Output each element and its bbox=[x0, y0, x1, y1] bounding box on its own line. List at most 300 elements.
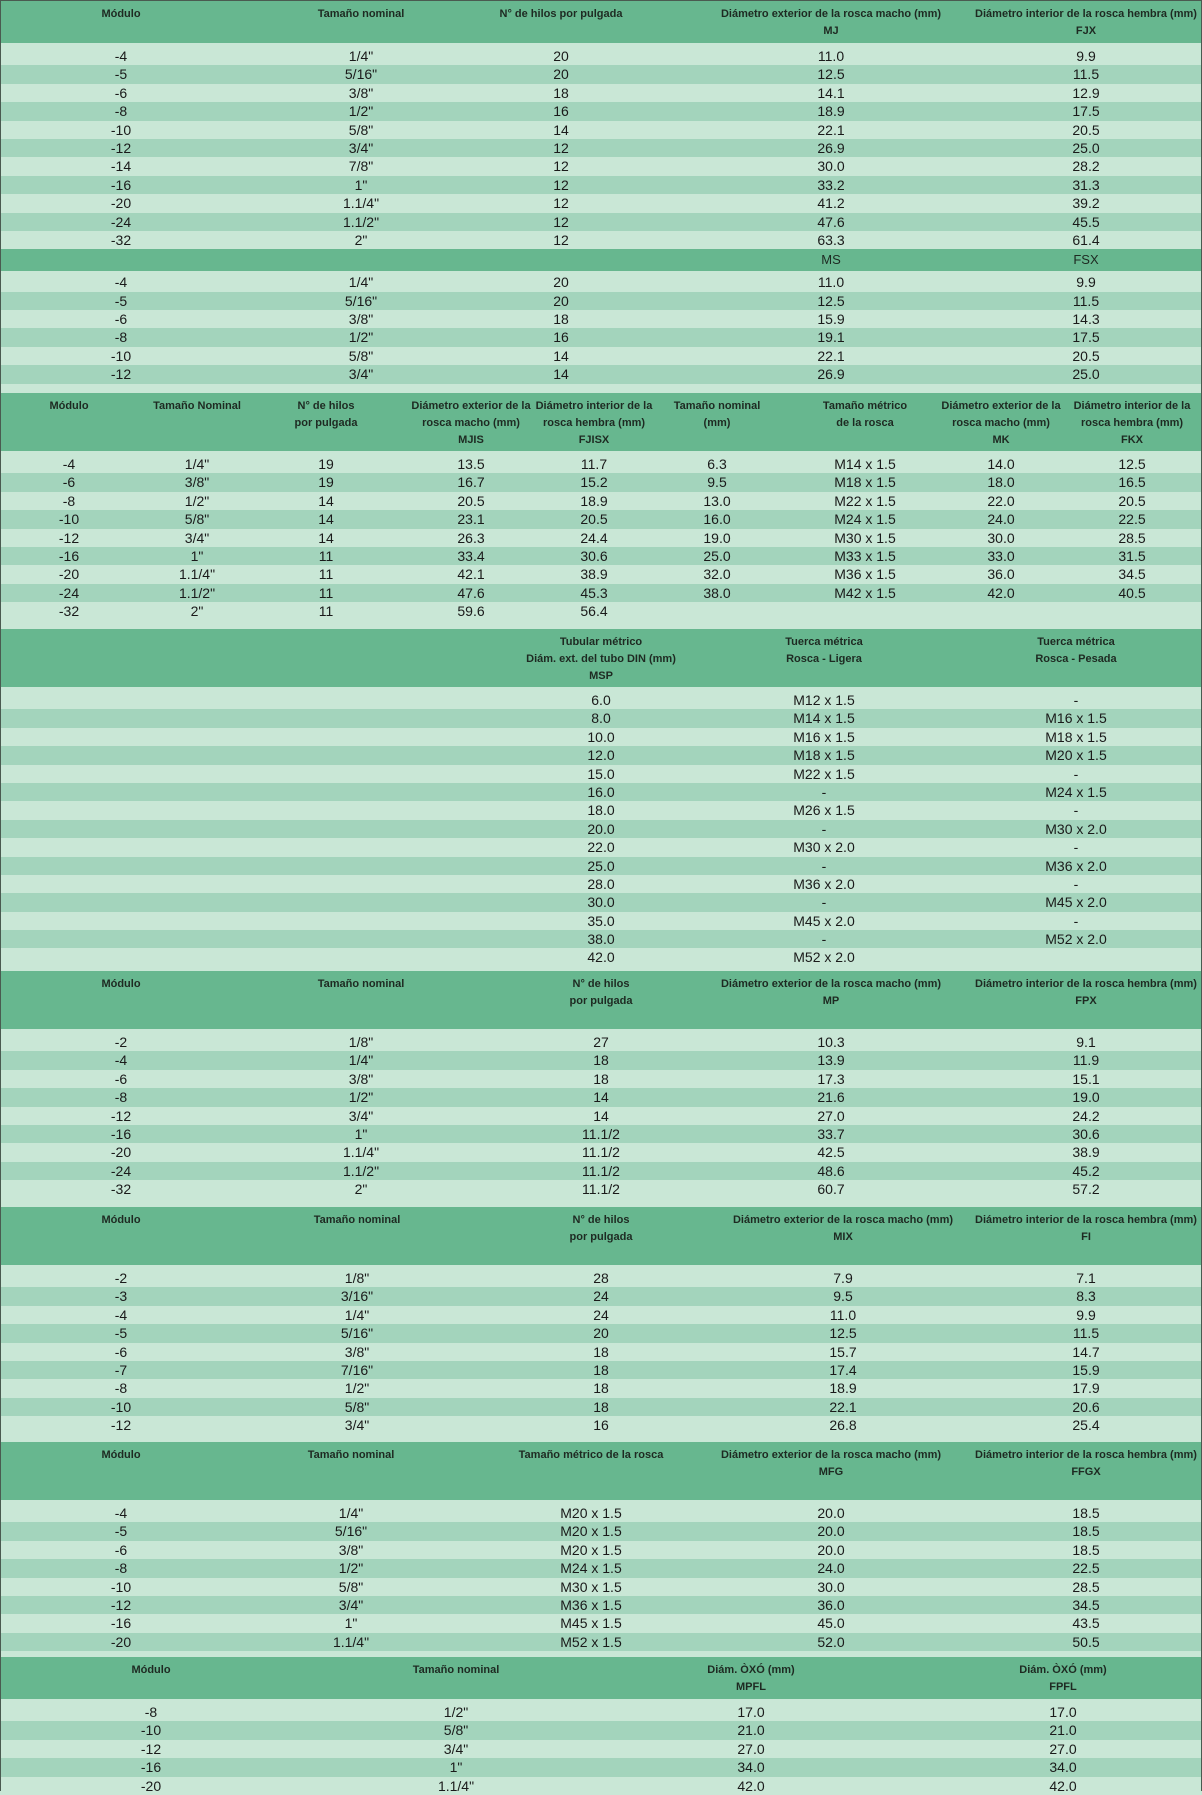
table-cell: 22.1 bbox=[829, 1398, 857, 1415]
column-header: Tamaño métrico de la rosca bbox=[518, 1449, 664, 1461]
table-cell: 34.0 bbox=[1049, 1759, 1077, 1776]
table-cell: 1" bbox=[344, 1615, 358, 1632]
column-header: Tamaño nominal bbox=[317, 8, 405, 20]
column-header: Módulo bbox=[49, 400, 89, 412]
table-cell: 2" bbox=[354, 231, 368, 248]
table-cell: 45.3 bbox=[580, 584, 608, 601]
table-row bbox=[1, 1125, 1201, 1143]
table-cell: 56.4 bbox=[580, 603, 608, 620]
table-cell: 33.0 bbox=[987, 547, 1015, 564]
table-cell: 19.0 bbox=[1072, 1089, 1100, 1106]
table-cell: 11 bbox=[318, 584, 334, 601]
table-cell: 17.9 bbox=[1072, 1380, 1100, 1397]
table-cell: 16.7 bbox=[457, 474, 485, 491]
table-row bbox=[1, 102, 1201, 120]
table-row bbox=[1, 365, 1201, 383]
table-cell: 19.1 bbox=[817, 329, 845, 346]
table-cell: 17.5 bbox=[1072, 329, 1100, 346]
table-row bbox=[1, 1504, 1201, 1522]
table-cell: 1.1/4" bbox=[332, 1633, 370, 1650]
table-cell: 7.1 bbox=[1076, 1270, 1096, 1286]
table-cell: 1/4" bbox=[344, 1306, 370, 1323]
table-cell: 1/2" bbox=[184, 492, 210, 509]
table-cell: 25.0 bbox=[587, 857, 615, 874]
table-cell: -10 bbox=[110, 1578, 132, 1595]
table-cell: 26.3 bbox=[457, 529, 485, 546]
table-cell: 12 bbox=[553, 158, 569, 175]
table-cell: 11.0 bbox=[817, 48, 845, 64]
table-cell: -20 bbox=[110, 1144, 132, 1161]
table-cell: 1/4" bbox=[348, 1052, 374, 1069]
table-row bbox=[1, 473, 1201, 491]
table-cell: 34.0 bbox=[737, 1759, 765, 1776]
table-cell: M36 x 1.5 bbox=[834, 566, 896, 583]
table-cell: - bbox=[1073, 802, 1079, 819]
table-cell: 17.3 bbox=[817, 1070, 845, 1087]
table-cell: 16 bbox=[553, 329, 569, 346]
table-cell: 11 bbox=[318, 547, 334, 564]
table-cell: -3 bbox=[114, 1288, 128, 1305]
table-msp bbox=[1, 629, 1201, 979]
table-row bbox=[1, 1180, 1201, 1198]
table-cell: 20.0 bbox=[817, 1505, 845, 1521]
table-cell: 20.0 bbox=[817, 1523, 845, 1540]
table-cell: 1.1/4" bbox=[342, 195, 380, 212]
table-row bbox=[1, 1596, 1201, 1614]
table-cell: 21.6 bbox=[817, 1089, 845, 1106]
table-row bbox=[1, 347, 1201, 365]
table-cell: 18 bbox=[593, 1361, 609, 1378]
table-row bbox=[1, 1343, 1201, 1361]
table-cell: 6.3 bbox=[707, 456, 727, 472]
table-row bbox=[1, 1379, 1201, 1397]
table-cell: -12 bbox=[58, 529, 80, 546]
table-cell: 28.5 bbox=[1072, 1578, 1100, 1595]
table-cell: 15.9 bbox=[817, 311, 845, 328]
table-cell: 14 bbox=[553, 121, 569, 138]
table-cell: -12 bbox=[110, 1596, 132, 1613]
table-row bbox=[1, 547, 1201, 565]
table-cell: -8 bbox=[114, 329, 128, 346]
table-cell: 1/4" bbox=[348, 274, 374, 291]
table-row bbox=[1, 292, 1201, 310]
table-row bbox=[1, 691, 1201, 709]
table-cell: 27 bbox=[593, 1034, 609, 1050]
table-cell: 22.0 bbox=[987, 492, 1015, 509]
table-cell: 17.4 bbox=[829, 1361, 857, 1378]
table-cell: 33.2 bbox=[817, 176, 845, 193]
table-cell: M52 x 2.0 bbox=[1045, 931, 1107, 948]
table-cell: 20.6 bbox=[1072, 1398, 1100, 1415]
table-cell: 18.9 bbox=[829, 1380, 857, 1397]
table-cell: -4 bbox=[114, 1306, 128, 1323]
table-row bbox=[1, 1070, 1201, 1088]
table-cell: 1/4" bbox=[338, 1505, 364, 1521]
table-cell: 18.5 bbox=[1072, 1505, 1100, 1521]
column-header: Tamaño nominal bbox=[412, 1664, 500, 1676]
table-cell: 19 bbox=[318, 474, 334, 491]
table-cell: 16 bbox=[553, 103, 569, 120]
table-cell: 1/4" bbox=[348, 48, 374, 64]
table-cell: 16.0 bbox=[587, 783, 615, 800]
table-cell: 24.4 bbox=[580, 529, 608, 546]
table-cell: 42.5 bbox=[817, 1144, 845, 1161]
table-cell: 5/8" bbox=[344, 1398, 370, 1415]
table-cell: 30.6 bbox=[580, 547, 608, 564]
table-cell: 18.0 bbox=[987, 474, 1015, 491]
table-cell: M18 x 1.5 bbox=[1045, 728, 1107, 745]
table-cell: 31.3 bbox=[1072, 176, 1100, 193]
table-cell: M14 x 1.5 bbox=[793, 710, 855, 727]
table-row bbox=[1, 455, 1201, 473]
table-cell: 11.1/2 bbox=[582, 1181, 620, 1198]
table-cell: -16 bbox=[110, 1615, 132, 1632]
table-cell: -5 bbox=[114, 292, 128, 309]
table-cell: 7/16" bbox=[340, 1361, 374, 1378]
table-cell: -20 bbox=[110, 1633, 132, 1650]
table-cell: -6 bbox=[114, 1541, 128, 1558]
table-cell: 20.5 bbox=[1072, 347, 1100, 364]
table-row bbox=[1, 1269, 1201, 1287]
table-cell: -16 bbox=[110, 1125, 132, 1142]
table-row bbox=[1, 1633, 1201, 1651]
table-cell: 26.9 bbox=[817, 139, 845, 156]
table-cell: 11 bbox=[318, 566, 334, 583]
column-header: Diámetro interior de la rosca hembra (mm) FFGX bbox=[975, 1449, 1197, 1478]
table-header bbox=[1, 393, 1201, 451]
table-row bbox=[1, 1107, 1201, 1125]
table-cell: 20.5 bbox=[1118, 492, 1146, 509]
table-cell: 47.6 bbox=[457, 584, 485, 601]
table-row bbox=[1, 310, 1201, 328]
table-cell: 61.4 bbox=[1072, 231, 1100, 248]
table-cell: 1/4" bbox=[184, 456, 210, 472]
table-cell: M20 x 1.5 bbox=[560, 1505, 622, 1521]
table-cell: 33.4 bbox=[457, 547, 485, 564]
table-cell: 6.0 bbox=[591, 692, 611, 708]
table-cell: 10.3 bbox=[817, 1034, 845, 1050]
table-cell: -16 bbox=[58, 547, 80, 564]
table-row bbox=[1, 1033, 1201, 1051]
table-cell: -4 bbox=[114, 1052, 128, 1069]
table-cell: 12.5 bbox=[829, 1325, 857, 1342]
table-cell: 20 bbox=[553, 48, 569, 64]
table-cell: 27.0 bbox=[1049, 1740, 1077, 1757]
table-cell: 25.0 bbox=[1072, 366, 1100, 383]
table-cell: 12.5 bbox=[817, 66, 845, 83]
table-cell: 20.0 bbox=[587, 820, 615, 837]
sub-header-label: MS bbox=[821, 252, 841, 268]
table-cell: - bbox=[821, 783, 827, 800]
table-row bbox=[1, 1051, 1201, 1069]
table-cell: -4 bbox=[114, 1505, 128, 1521]
table-cell: 38.9 bbox=[580, 566, 608, 583]
column-header: N° de hilos por pulgada bbox=[569, 1214, 633, 1243]
column-header: Tamaño nominal bbox=[317, 978, 405, 990]
column-header: Tuerca métrica Rosca - Ligera bbox=[785, 636, 863, 665]
table-cell: -16 bbox=[140, 1759, 162, 1776]
table-row bbox=[1, 84, 1201, 102]
table-cell: -10 bbox=[110, 1398, 132, 1415]
table-row bbox=[1, 213, 1201, 231]
table-row bbox=[1, 746, 1201, 764]
table-cell: 3/4" bbox=[338, 1596, 364, 1613]
table-cell: 32.0 bbox=[703, 566, 731, 583]
table-cell: 16.0 bbox=[703, 511, 731, 528]
table-cell: 18 bbox=[593, 1398, 609, 1415]
table-cell: 27.0 bbox=[817, 1107, 845, 1124]
table-cell: M22 x 1.5 bbox=[834, 492, 896, 509]
table-cell: 22.1 bbox=[817, 347, 845, 364]
table-cell: -20 bbox=[110, 195, 132, 212]
table-cell: -12 bbox=[110, 139, 132, 156]
table-row bbox=[1, 1777, 1201, 1795]
table-cell: 9.9 bbox=[1076, 274, 1096, 291]
table-cell: - bbox=[821, 857, 827, 874]
table-cell: 18 bbox=[593, 1070, 609, 1087]
table-cell: 9.1 bbox=[1076, 1034, 1096, 1050]
table-cell: M18 x 1.5 bbox=[834, 474, 896, 491]
table-cell: 3/4" bbox=[184, 529, 210, 546]
table-cell: 28.2 bbox=[1072, 158, 1100, 175]
table-cell: 11.9 bbox=[1072, 1052, 1100, 1069]
table-cell: 11.5 bbox=[1072, 66, 1100, 83]
table-cell: 1/8" bbox=[348, 1034, 374, 1050]
table-cell: 36.0 bbox=[817, 1596, 845, 1613]
table-row bbox=[1, 1324, 1201, 1342]
table-cell: 14 bbox=[318, 529, 334, 546]
table-cell: 1.1/4" bbox=[342, 1144, 380, 1161]
table-row bbox=[1, 231, 1201, 249]
table-row bbox=[1, 783, 1201, 801]
table-cell: 14.1 bbox=[817, 84, 845, 101]
table-cell: 35.0 bbox=[587, 912, 615, 929]
table-cell: 18 bbox=[553, 311, 569, 328]
table-row bbox=[1, 1740, 1201, 1758]
table-row bbox=[1, 1721, 1201, 1739]
table-cell: -8 bbox=[144, 1704, 158, 1720]
table-cell: 1/8" bbox=[344, 1270, 370, 1286]
table-cell: M30 x 2.0 bbox=[1045, 820, 1107, 837]
table-cell: M36 x 2.0 bbox=[1045, 857, 1107, 874]
table-row bbox=[1, 912, 1201, 930]
table-cell: -5 bbox=[114, 1325, 128, 1342]
table-cell: 30.0 bbox=[987, 529, 1015, 546]
table-cell: - bbox=[821, 820, 827, 837]
table-cell: 5/8" bbox=[338, 1578, 364, 1595]
table-cell: M20 x 1.5 bbox=[1045, 747, 1107, 764]
column-header: Tamaño nominal bbox=[313, 1214, 401, 1226]
table-row bbox=[1, 1088, 1201, 1106]
table-cell: 3/8" bbox=[348, 84, 374, 101]
table-row bbox=[1, 529, 1201, 547]
table-cell: -10 bbox=[140, 1722, 162, 1739]
table-cell: 25.0 bbox=[703, 547, 731, 564]
table-cell: M45 x 2.0 bbox=[793, 912, 855, 929]
column-header: N° de hilos por pulgada bbox=[499, 8, 623, 20]
table-cell: 12 bbox=[553, 176, 569, 193]
table-cell: 18.9 bbox=[817, 103, 845, 120]
table-cell: 14.3 bbox=[1072, 311, 1100, 328]
table-cell: 28 bbox=[593, 1270, 609, 1286]
table-cell: 18.5 bbox=[1072, 1523, 1100, 1540]
table-cell: M33 x 1.5 bbox=[834, 547, 896, 564]
table-row bbox=[1, 47, 1201, 65]
table-cell: 34.5 bbox=[1072, 1596, 1100, 1613]
table-cell: 47.6 bbox=[817, 213, 845, 230]
column-header: Diámetro interior de la rosca hembra (mm) FJX bbox=[975, 8, 1197, 37]
table-cell: -24 bbox=[110, 1162, 132, 1179]
column-header: Diám. ÒXÓ (mm) MPFL bbox=[707, 1664, 795, 1693]
table-cell: 22.5 bbox=[1118, 511, 1146, 528]
table-cell: M52 x 2.0 bbox=[793, 949, 855, 966]
table-cell: 3/8" bbox=[338, 1541, 364, 1558]
table-header bbox=[1, 1207, 1201, 1265]
table-row bbox=[1, 157, 1201, 175]
table-cell: 17.5 bbox=[1072, 103, 1100, 120]
table-cell: 20.5 bbox=[1072, 121, 1100, 138]
table-cell: M52 x 1.5 bbox=[560, 1633, 622, 1650]
table-cell: M18 x 1.5 bbox=[793, 747, 855, 764]
table-mix bbox=[1, 1207, 1201, 1447]
table-cell: 18.9 bbox=[580, 492, 608, 509]
column-header: Diámetro interior de la rosca hembra (mm) FJISX bbox=[535, 400, 653, 446]
table-header bbox=[1, 629, 1201, 687]
table-cell: 14 bbox=[593, 1107, 609, 1124]
table-row bbox=[1, 1416, 1201, 1434]
table-row bbox=[1, 65, 1201, 83]
table-cell: - bbox=[1073, 912, 1079, 929]
table-header bbox=[1, 1442, 1201, 1500]
table-cell: 24.2 bbox=[1072, 1107, 1100, 1124]
table-cell: -6 bbox=[114, 1070, 128, 1087]
column-header: Módulo bbox=[101, 978, 141, 990]
table-cell: 17.0 bbox=[1049, 1704, 1077, 1720]
table-cell: 5/8" bbox=[348, 347, 374, 364]
table-cell: 19 bbox=[318, 456, 334, 472]
table-cell: 5/16" bbox=[340, 1325, 374, 1342]
table-cell: 23.1 bbox=[457, 511, 485, 528]
table-row bbox=[1, 1559, 1201, 1577]
table-cell: 30.0 bbox=[817, 158, 845, 175]
column-header: Diámetro exterior de la rosca macho (mm) MJIS bbox=[411, 400, 531, 446]
table-cell: 30.6 bbox=[1072, 1125, 1100, 1142]
table-cell: -5 bbox=[114, 66, 128, 83]
table-cell: 28.0 bbox=[587, 875, 615, 892]
table-cell: 1.1/2" bbox=[178, 584, 216, 601]
column-header: Módulo bbox=[101, 1449, 141, 1461]
table-cell: M24 x 1.5 bbox=[834, 511, 896, 528]
table-cell: 38.0 bbox=[587, 931, 615, 948]
table-cell: 50.5 bbox=[1072, 1633, 1100, 1650]
column-header: Tamaño Nominal bbox=[153, 400, 241, 412]
table-row bbox=[1, 121, 1201, 139]
table-cell: - bbox=[1073, 765, 1079, 782]
table-cell: 3/4" bbox=[344, 1417, 370, 1434]
table-cell: 63.3 bbox=[817, 231, 845, 248]
table-cell: 11.1/2 bbox=[582, 1162, 620, 1179]
table-row bbox=[1, 492, 1201, 510]
table-cell: 5/16" bbox=[344, 292, 378, 309]
table-row bbox=[1, 728, 1201, 746]
table-cell: 60.7 bbox=[817, 1181, 845, 1198]
sub-header-label: FSX bbox=[1073, 252, 1099, 268]
table-cell: 45.5 bbox=[1072, 213, 1100, 230]
table-mpfl bbox=[1, 1657, 1201, 1795]
table-cell: 15.7 bbox=[829, 1343, 857, 1360]
table-cell: -4 bbox=[114, 274, 128, 291]
table-cell: -32 bbox=[110, 231, 132, 248]
table-cell: 1" bbox=[354, 1125, 368, 1142]
table-header bbox=[1, 1657, 1201, 1699]
table-cell: -14 bbox=[110, 158, 132, 175]
table-cell: M30 x 1.5 bbox=[560, 1578, 622, 1595]
table-cell: 9.9 bbox=[1076, 1306, 1096, 1323]
table-mfg bbox=[1, 1442, 1201, 1663]
table-cell: -8 bbox=[114, 1380, 128, 1397]
column-header: Módulo bbox=[131, 1664, 171, 1676]
table-row bbox=[1, 857, 1201, 875]
table-cell: 18.0 bbox=[587, 802, 615, 819]
table-cell: 5/8" bbox=[348, 121, 374, 138]
table-cell: 1.1/4" bbox=[178, 566, 216, 583]
table-cell: 1/2" bbox=[338, 1560, 364, 1577]
table-cell: 20 bbox=[593, 1325, 609, 1342]
table-cell: - bbox=[821, 894, 827, 911]
table-cell: 3/4" bbox=[443, 1740, 469, 1757]
table-cell: 21.0 bbox=[1049, 1722, 1077, 1739]
table-cell: 22.5 bbox=[1072, 1560, 1100, 1577]
table-header bbox=[1, 1, 1201, 43]
table-row bbox=[1, 584, 1201, 602]
table-cell: -12 bbox=[140, 1740, 162, 1757]
table-cell: 3/4" bbox=[348, 139, 374, 156]
table-cell: 3/8" bbox=[184, 474, 210, 491]
table-cell: 5/16" bbox=[334, 1523, 368, 1540]
table-cell: 28.5 bbox=[1118, 529, 1146, 546]
table-cell: -10 bbox=[110, 121, 132, 138]
table-cell: 15.2 bbox=[580, 474, 608, 491]
table-header bbox=[1, 971, 1201, 1029]
table-cell: 9.5 bbox=[707, 474, 727, 491]
table-cell: 10.0 bbox=[587, 728, 615, 745]
table-row bbox=[1, 1522, 1201, 1540]
table-cell: 24 bbox=[593, 1288, 609, 1305]
table-cell: -24 bbox=[58, 584, 80, 601]
table-cell: 11.1/2 bbox=[582, 1125, 620, 1142]
table-cell: 18 bbox=[553, 84, 569, 101]
table-cell: -8 bbox=[62, 492, 76, 509]
table-cell: 11.5 bbox=[1072, 292, 1100, 309]
table-row bbox=[1, 875, 1201, 893]
table-cell: 12.0 bbox=[587, 747, 615, 764]
table-cell: M36 x 1.5 bbox=[560, 1596, 622, 1613]
table-cell: -4 bbox=[62, 456, 76, 472]
table-cell: 1/2" bbox=[348, 329, 374, 346]
table-cell: 1" bbox=[190, 547, 204, 564]
table-cell: 11.1/2 bbox=[582, 1144, 620, 1161]
column-header: Diámetro interior de la rosca hembra (mm) FKX bbox=[1073, 400, 1191, 446]
table-cell: -4 bbox=[114, 48, 128, 64]
table-row bbox=[1, 893, 1201, 911]
table-cell: 1.1/4" bbox=[437, 1777, 475, 1794]
table-cell: 42.0 bbox=[1049, 1777, 1077, 1794]
table-row bbox=[1, 820, 1201, 838]
table-cell: 12 bbox=[553, 213, 569, 230]
table-cell: 3/4" bbox=[348, 366, 374, 383]
table-cell: 12 bbox=[553, 195, 569, 212]
table-cell: 5/16" bbox=[344, 66, 378, 83]
